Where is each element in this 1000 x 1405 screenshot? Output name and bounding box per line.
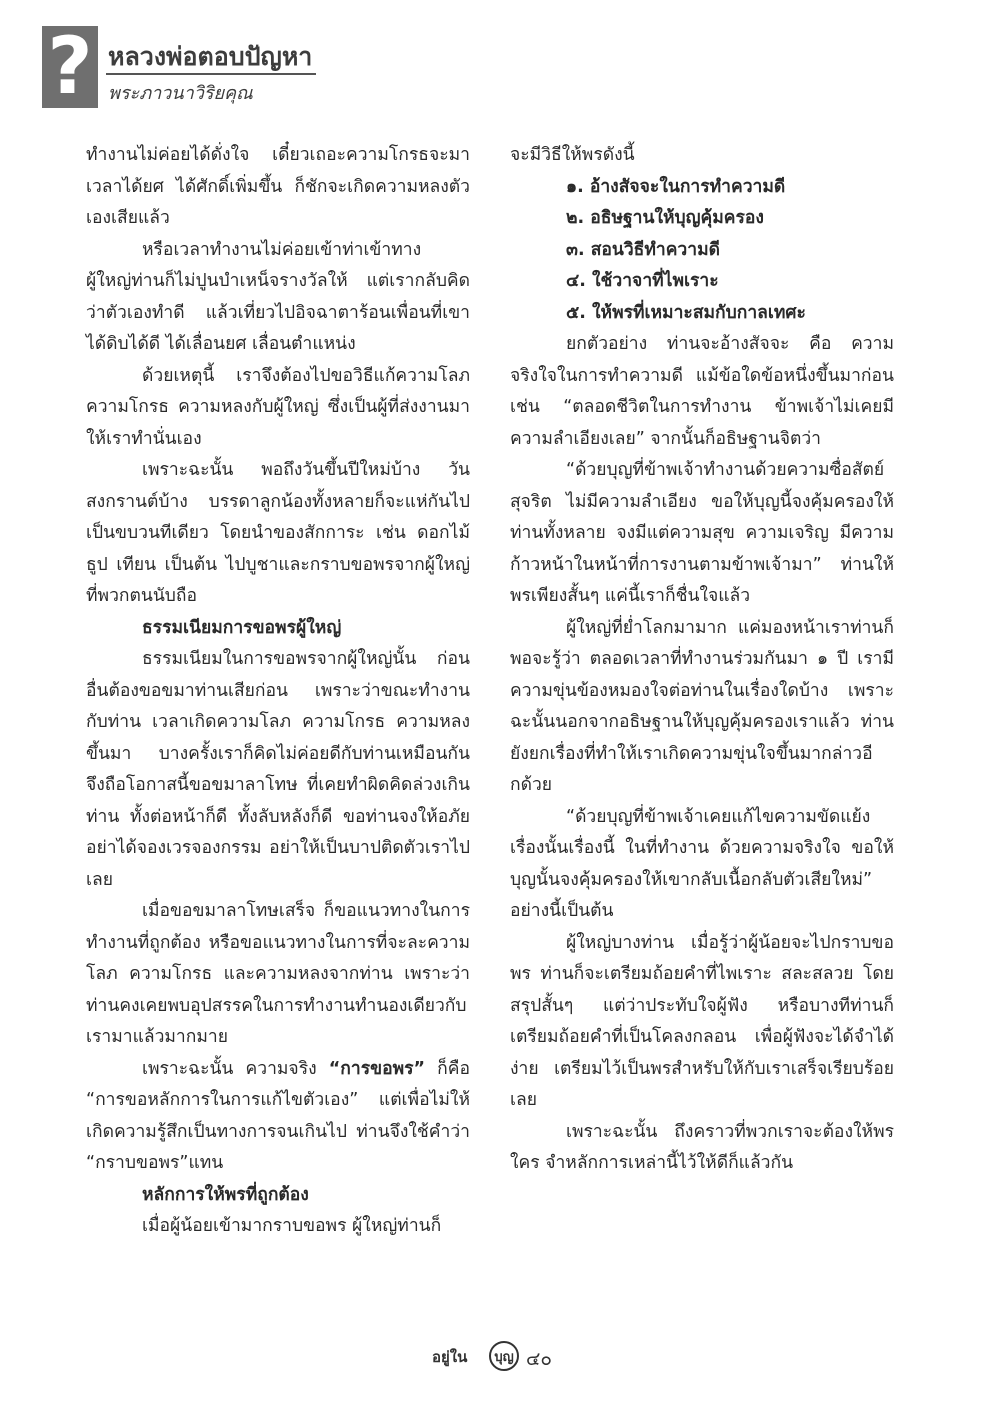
paragraph: ด้วยเหตุนี้ เราจึงต้องไปขอวิธีแก้ความโลภ ความโกรธ ความหลงกับผู้ใหญ่ ซึ่งเป็นผู้ที่ส่งงานมาให้เราทำนั่นเอง bbox=[86, 365, 470, 449]
section-heading: ธรรมเนียมการขอพรผู้ใหญ่ bbox=[142, 617, 342, 638]
paragraph: “ด้วยบุญที่ข้าพเจ้าทำงานด้วยความซื่อสัตย์สุจริต ไม่มีความลำเอียง ขอให้บุญนี้จงคุ้มครองให้ท่านทั้งหลาย จงมีแต่ความสุข ความเจริญ มีความก้าวหน้าในหน้าที่การงานตามข้าพเจ้ามา” ท่านให้พรเพียงสั้นๆ แค่นี้เราก็ชื่นใจแล้ว bbox=[510, 460, 894, 606]
logo-text-left: อยู่ใน bbox=[432, 1348, 468, 1366]
left-column bbox=[86, 140, 470, 1243]
paragraph: ผู้ใหญ่ที่ย่ำโลกมามาก แค่มองหน้าเราท่านก็พอจะรู้ว่า ตลอดเวลาที่ทำงานร่วมกันมา ๑ ปี เรามีความขุ่นข้องหมองใจต่อท่านในเรื่องใดบ้าง เพราะฉะนั้นนอกจากอธิษฐานให้บุญคุ้มครองเราแล้ว ท่านยังยกเรื่องที่ทำให้เราเกิดความขุ่นใจขึ้นมากล่าวอีกด้วย bbox=[510, 617, 894, 795]
paragraph: “ด้วยบุญที่ข้าพเจ้าเคยแก้ไขความขัดแย้งเรื่องนั้นเรื่องนี้ ในที่ทำงาน ด้วยความจริงใจ ขอให้บุญนั้นจงคุ้มครองให้เขากลับเนื้อกลับตัวเสียใหม่” อย่างนี้เป็นต้น bbox=[510, 806, 894, 921]
paragraph: ธรรมเนียมในการขอพรจากผู้ใหญ่นั้น ก่อนอื่นต้องขอขมาท่านเสียก่อน เพราะว่าขณะทำงานกับท่าน เวลาเกิดความโลภ ความโกรธ ความหลงขึ้นมา บางครั้งเราก็คิดไม่ค่อยดีกับท่านเหมือนกัน จึงถือโอกาสนี้ขอขมาลาโทษ ที่เคยทำผิดคิดล่วงเกินท่าน ทั้งต่อหน้าก็ดี ทั้งลับหลังก็ดี ขอท่านจงให้อภัย อย่าได้จองเวรจองกรรม อย่าให้เป็นบาปติดตัวเราไปเลย bbox=[86, 649, 470, 890]
paragraph bbox=[86, 1054, 470, 1180]
right-column bbox=[510, 140, 894, 1180]
title-underline bbox=[106, 73, 316, 75]
paragraph-text: ก็คือ “การขอหลักการในการแก้ไขตัวเอง” แต่เพื่อไม่ให้เกิดความรู้สึกเป็นทางการจนเกินไป ท่านจึงใช้คำว่า “กราบขอพร”แทน bbox=[86, 1058, 470, 1173]
page-number: ๔๐ bbox=[526, 1348, 552, 1370]
paragraph: เมื่อผู้น้อยเข้ามากราบขอพร ผู้ใหญ่ท่านก็ bbox=[142, 1216, 442, 1236]
list-item: ๓. สอนวิธีทำความดี bbox=[566, 239, 720, 260]
paragraph: เมื่อขอขมาลาโทษเสร็จ ก็ขอแนวทางในการทำงานที่ถูกต้อง หรือขอแนวทางในการที่จะละความโลภ ความโกรธ และความหลงจากท่าน เพราะว่าท่านคงเคยพบอุปสรรคในการทำงานทำนองเดียวกับเรามาแล้วมากมาย bbox=[86, 901, 470, 1047]
column-author: พระภาวนาวิริยคุณ bbox=[108, 83, 253, 104]
header-icon-box bbox=[42, 22, 98, 112]
question-mark-icon: ? bbox=[47, 22, 93, 112]
paragraph: หรือเวลาทำงานไม่ค่อยเข้าท่าเข้าทาง ผู้ใหญ่ท่านก็ไม่ปูนบำเหน็จรางวัลให้ แต่เรากลับคิดว่าตัวเองทำดี แล้วเที่ยวไปอิจฉาตาร้อนเพื่อนที่เขาได้ดิบได้ดี ได้เลื่อนยศ เลื่อนตำแหน่ง bbox=[86, 239, 470, 354]
paragraph: เพราะฉะนั้น ถึงคราวที่พวกเราจะต้องให้พรใคร จำหลักการเหล่านี้ไว้ให้ดีก็แล้วกัน bbox=[510, 1121, 894, 1173]
paragraph-text: เพราะฉะนั้น ความจริง bbox=[142, 1058, 329, 1079]
magazine-logo-icon bbox=[430, 1340, 530, 1372]
paragraph: ทำงานไม่ค่อยได้ดั่งใจ เดี๋ยวเถอะความโกรธจะมา เวลาได้ยศ ได้ศักดิ์เพิ่มขึ้น ก็ชักจะเกิดความหลงตัวเองเสียแล้ว bbox=[86, 145, 470, 228]
list-item: ๕. ให้พรที่เหมาะสมกับกาลเทศะ bbox=[566, 302, 806, 323]
list-item: ๑. อ้างสัจจะในการทำความดี bbox=[566, 176, 786, 197]
bold-term: “การขอพร” bbox=[328, 1058, 426, 1079]
page-footer bbox=[430, 1340, 570, 1372]
list-item: ๔. ใช้วาจาที่ไพเราะ bbox=[566, 271, 719, 291]
column-title: หลวงพ่อตอบปัญหา bbox=[108, 42, 313, 71]
section-heading: หลักการให้พรที่ถูกต้อง bbox=[142, 1184, 309, 1205]
paragraph: ผู้ใหญ่บางท่าน เมื่อรู้ว่าผู้น้อยจะไปกราบขอพร ท่านก็จะเตรียมถ้อยคำที่ไพเราะ สละสลวย โดยสรุปสั้นๆ แต่ว่าประทับใจผู้ฟัง หรือบางทีท่านก็เตรียมถ้อยคำที่เป็นโคลงกลอน เพื่อผู้ฟังจะได้จำได้ง่าย เตรียมไว้เป็นพรสำหรับให้กับเราเสร็จเรียบร้อยเลย bbox=[510, 932, 894, 1110]
logo-text-circle: บุญ bbox=[494, 1350, 514, 1365]
paragraph: เพราะฉะนั้น พอถึงวันขึ้นปีใหม่บ้าง วันสงกรานต์บ้าง บรรดาลูกน้องทั้งหลายก็จะแห่กันไปเป็นขบวนทีเดียว โดยนำของสักการะ เช่น ดอกไม้ ธูป เทียน เป็นต้น ไปบูชาและกราบขอพรจากผู้ใหญ่ที่พวกตนนับถือ bbox=[86, 460, 470, 606]
paragraph: จะมีวิธีให้พรดังนี้ bbox=[510, 145, 635, 165]
blessing-method-list bbox=[510, 172, 894, 330]
paragraph: ยกตัวอย่าง ท่านจะอ้างสัจจะ คือ ความจริงใจในการทำความดี แม้ข้อใดข้อหนึ่งขึ้นมาก่อน เช่น “ตลอดชีวิตในการทำงาน ข้าพเจ้าไม่เคยมีความลำเอียงเลย” จากนั้นก็อธิษฐานจิตว่า bbox=[510, 334, 894, 449]
list-item: ๒. อธิษฐานให้บุญคุ้มครอง bbox=[566, 208, 764, 228]
